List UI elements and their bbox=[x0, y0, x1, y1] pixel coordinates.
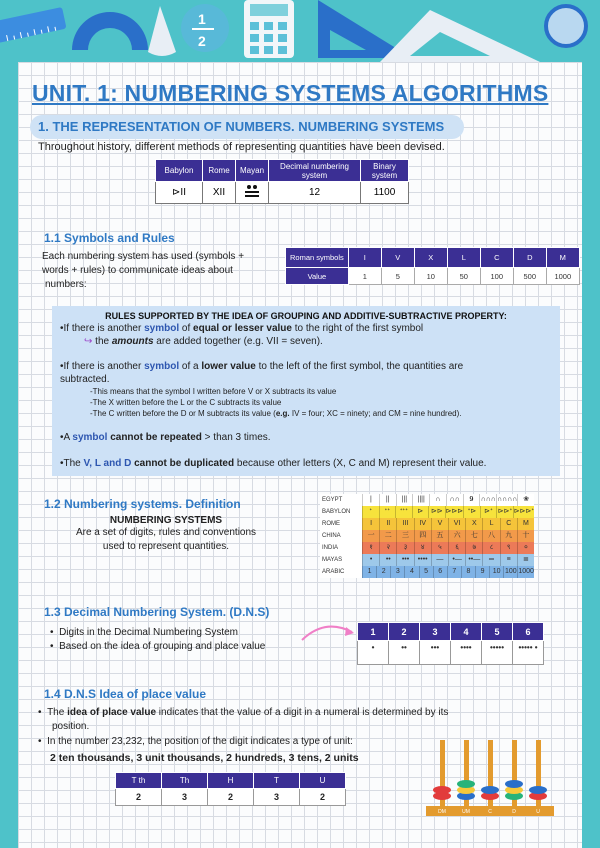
triangle-ruler-icon bbox=[380, 10, 540, 62]
definition-block bbox=[48, 515, 284, 554]
svg-text:1: 1 bbox=[198, 11, 206, 27]
system-glyph: ३ bbox=[396, 542, 413, 554]
numbering-system-row bbox=[320, 554, 534, 566]
system-glyph: ᐩᐩ bbox=[379, 506, 396, 518]
roman-symbol: M bbox=[546, 248, 579, 268]
system-glyph: 8 bbox=[461, 566, 475, 578]
definition-title: NUMBERING SYSTEMS bbox=[109, 515, 223, 526]
system-glyph: 八 bbox=[482, 530, 499, 542]
rule-2-continued: subtracted. bbox=[60, 374, 110, 385]
table-header: Binary system bbox=[361, 160, 409, 182]
fraction-icon bbox=[181, 4, 229, 52]
roman-symbol: L bbox=[447, 248, 480, 268]
abacus-label: DM bbox=[438, 809, 446, 815]
system-glyph: ⊳⊳ bbox=[428, 506, 445, 518]
system-glyph: 六 bbox=[448, 530, 465, 542]
system-glyph: ० bbox=[517, 542, 534, 554]
system-glyph: 4 bbox=[404, 566, 418, 578]
system-name: INDIA bbox=[320, 542, 362, 554]
system-glyph: ⊳⊳⊳ bbox=[445, 506, 464, 518]
system-glyph: •••• bbox=[414, 554, 431, 566]
system-glyph: 四 bbox=[414, 530, 431, 542]
system-glyph: 9 bbox=[475, 566, 489, 578]
system-glyph: ⊳ bbox=[412, 506, 429, 518]
ruler-icon bbox=[0, 7, 67, 43]
numbering-system-row bbox=[320, 506, 534, 518]
roman-value: 5 bbox=[381, 268, 414, 285]
system-name: EGYPT bbox=[320, 494, 362, 506]
place-value-table bbox=[115, 772, 346, 806]
system-glyph: ||| bbox=[396, 494, 413, 506]
roman-symbol: X bbox=[414, 248, 447, 268]
system-glyph: ⊳ᐩ bbox=[480, 506, 497, 518]
system-glyph: ४ bbox=[414, 542, 431, 554]
bullet-item: • The idea of place value indicates that the value of a digit in a numeral is determined by its bbox=[38, 707, 449, 718]
system-glyph: 𝟗 bbox=[463, 494, 480, 506]
system-glyphs bbox=[362, 518, 534, 530]
place-header: Th bbox=[162, 773, 208, 789]
roman-value: 1000 bbox=[546, 268, 579, 285]
rule-3-line: •A symbol cannot be repeated > than 3 times. bbox=[60, 432, 271, 443]
rule-1-result: ↪ the amounts are added together (e.g. VII = seven). bbox=[84, 336, 323, 347]
digit-header: 5 bbox=[482, 623, 513, 641]
roman-symbol: V bbox=[381, 248, 414, 268]
rule-4-line: •The V, L and D cannot be duplicated because other letters (X, C and M) represent their value. bbox=[60, 458, 487, 469]
systems-comparison-table bbox=[155, 159, 409, 204]
system-glyph: 三 bbox=[396, 530, 413, 542]
abacus-illustration bbox=[422, 734, 558, 820]
rule-2-detail: -The C written before the D or M subtracts its value (e.g. IV = four; XC = ninety; and CM = nine hundred). bbox=[90, 409, 462, 418]
roman-symbols-table bbox=[285, 247, 580, 285]
header-decoration bbox=[0, 0, 600, 62]
dots-cell: ••• bbox=[420, 641, 451, 665]
system-glyph: M bbox=[517, 518, 534, 530]
system-glyph: 2 bbox=[376, 566, 390, 578]
system-glyphs bbox=[362, 506, 534, 518]
system-glyph: ᐩ bbox=[362, 506, 379, 518]
digit-header: 6 bbox=[513, 623, 544, 641]
place-digit: 2 bbox=[116, 789, 162, 806]
text-line: words + rules) to communicate ideas about bbox=[42, 265, 233, 276]
text-line: numbers: bbox=[45, 279, 87, 290]
abacus-label: D bbox=[512, 809, 516, 815]
rule-2-detail: -The X written before the L or the C subtracts its value bbox=[90, 398, 282, 407]
rule-2-line: •If there is another symbol of a lower value to the left of the first symbol, the quantities are bbox=[60, 361, 464, 372]
section-1-1-heading: 1.1 Symbols and Rules bbox=[44, 231, 175, 245]
place-digit: 2 bbox=[208, 789, 254, 806]
system-glyph: 3 bbox=[390, 566, 404, 578]
roman-value: 50 bbox=[447, 268, 480, 285]
pointer-arrow-icon bbox=[300, 622, 358, 646]
system-glyph: 九 bbox=[500, 530, 517, 542]
definition-line: Are a set of digits, rules and conventions bbox=[75, 527, 257, 538]
numbering-system-row bbox=[320, 542, 534, 554]
system-glyph: L bbox=[482, 518, 499, 530]
place-digit: 3 bbox=[254, 789, 300, 806]
numbering-system-row bbox=[320, 566, 534, 578]
system-glyph: ≡ bbox=[500, 554, 517, 566]
roman-value: 500 bbox=[513, 268, 546, 285]
system-glyph: ≣ bbox=[517, 554, 534, 566]
system-glyph: ७ bbox=[465, 542, 482, 554]
system-glyph: 五 bbox=[431, 530, 448, 542]
system-glyph: III bbox=[396, 518, 413, 530]
system-glyph: 6 bbox=[433, 566, 447, 578]
system-glyph: 1000 bbox=[517, 566, 534, 578]
system-name: MAYAS bbox=[320, 554, 362, 566]
system-glyphs bbox=[362, 566, 534, 578]
system-glyph: | bbox=[362, 494, 379, 506]
dots-cell: •• bbox=[389, 641, 420, 665]
abacus-label: UM bbox=[462, 809, 470, 815]
system-glyph: V bbox=[431, 518, 448, 530]
place-header: T th bbox=[116, 773, 162, 789]
rules-heading: RULES SUPPORTED BY THE IDEA OF GROUPING AND ADDITIVE-SUBTRACTIVE PROPERTY: bbox=[105, 311, 507, 321]
system-glyph: 1 bbox=[362, 566, 376, 578]
roman-value: 100 bbox=[480, 268, 513, 285]
system-glyph: — bbox=[431, 554, 448, 566]
system-glyph: ∩ bbox=[429, 494, 446, 506]
digit-header: 3 bbox=[420, 623, 451, 641]
system-glyph: ❀ bbox=[517, 494, 534, 506]
table-header: Decimal numbering system bbox=[269, 160, 361, 182]
system-glyph: •• bbox=[379, 554, 396, 566]
system-glyphs bbox=[362, 542, 534, 554]
roman-symbol: C bbox=[480, 248, 513, 268]
system-glyph: ᐩᐩᐩ bbox=[395, 506, 412, 518]
table-cell: XII bbox=[203, 182, 236, 204]
system-glyph: 10 bbox=[489, 566, 503, 578]
place-digit: 3 bbox=[162, 789, 208, 806]
place-header: U bbox=[300, 773, 346, 789]
cone-icon bbox=[148, 6, 176, 56]
definition-line: used to represent quantities. bbox=[102, 541, 230, 552]
numbering-system-row bbox=[320, 494, 534, 506]
system-glyphs bbox=[362, 494, 534, 506]
roman-value: 1 bbox=[348, 268, 381, 285]
system-glyphs bbox=[362, 530, 534, 542]
table-cell: 12 bbox=[269, 182, 361, 204]
dots-cell: •••• bbox=[451, 641, 482, 665]
place-value-example: 2 ten thousands, 3 unit thousands, 2 hundreds, 3 tens, 2 units bbox=[50, 752, 359, 764]
system-glyph: • bbox=[362, 554, 379, 566]
section-1-4-heading: 1.4 D.N.S Idea of place value bbox=[44, 687, 207, 701]
text-line: Each numbering system has used (symbols + bbox=[42, 251, 245, 262]
rule-1-line: •If there is another symbol of equal or lesser value to the right of the first symbol bbox=[60, 323, 424, 334]
system-glyphs bbox=[362, 554, 534, 566]
dots-cell: ••••• • bbox=[513, 641, 544, 665]
calculator-icon bbox=[244, 0, 294, 58]
bullet-item: • Based on the idea of grouping and place value bbox=[50, 641, 266, 652]
numbering-system-row bbox=[320, 530, 534, 542]
system-glyph: 十 bbox=[517, 530, 534, 542]
table-cell: ⊳II bbox=[156, 182, 203, 204]
system-glyph: ═ bbox=[482, 554, 499, 566]
system-glyph: 7 bbox=[447, 566, 461, 578]
roman-value: 10 bbox=[414, 268, 447, 285]
system-glyph: ⊳⊳⊳ᐩ bbox=[513, 506, 534, 518]
dots-cell: ••••• bbox=[482, 641, 513, 665]
system-glyph: 5 bbox=[419, 566, 433, 578]
roman-symbol: D bbox=[513, 248, 546, 268]
section-1-intro: Throughout history, different methods of representing quantities have been devised. bbox=[38, 141, 445, 153]
table-header: Babylon bbox=[156, 160, 203, 182]
page-title: UNIT. 1: NUMBERING SYSTEMS ALGORITHMS bbox=[32, 80, 549, 106]
dots-cell: • bbox=[358, 641, 389, 665]
dots-table bbox=[357, 622, 544, 665]
magnifier-icon bbox=[546, 6, 586, 46]
system-glyph: ५ bbox=[431, 542, 448, 554]
table-header: Mayan bbox=[236, 160, 269, 182]
mayan-twelve-glyph bbox=[236, 182, 269, 204]
system-glyph: ••• bbox=[396, 554, 413, 566]
digit-header: 1 bbox=[358, 623, 389, 641]
system-glyph: ∩∩∩ bbox=[479, 494, 496, 506]
section-1-heading: 1. THE REPRESENTATION OF NUMBERS. NUMBERING SYSTEMS bbox=[30, 115, 464, 139]
system-name: BABYLON bbox=[320, 506, 362, 518]
numbering-systems-chart bbox=[320, 494, 534, 578]
system-glyph: ∩∩ bbox=[446, 494, 463, 506]
rule-2-detail: -This means that the symbol I written before V or X subtracts its value bbox=[90, 387, 337, 396]
table-cell: 1100 bbox=[361, 182, 409, 204]
arrow-icon: ↪ bbox=[84, 336, 93, 347]
system-glyph: •— bbox=[448, 554, 465, 566]
system-name: ROME bbox=[320, 518, 362, 530]
place-header: T bbox=[254, 773, 300, 789]
svg-text:2: 2 bbox=[198, 33, 206, 49]
system-glyph: 二 bbox=[379, 530, 396, 542]
numbering-system-row bbox=[320, 518, 534, 530]
section-1-1-text bbox=[42, 250, 244, 292]
bullet-item: • In the number 23,232, the position of the digit indicates a type of unit: bbox=[38, 736, 353, 747]
digit-header: 4 bbox=[451, 623, 482, 641]
rules-box bbox=[52, 306, 560, 476]
table-header: Roman symbols bbox=[286, 248, 349, 268]
system-glyph: ••— bbox=[465, 554, 482, 566]
system-glyph: ᐩ⊳ bbox=[463, 506, 480, 518]
system-glyph: |||| bbox=[412, 494, 429, 506]
system-name: ARABIC bbox=[320, 566, 362, 578]
system-glyph: ६ bbox=[448, 542, 465, 554]
system-glyph: १ bbox=[362, 542, 379, 554]
system-glyph: 七 bbox=[465, 530, 482, 542]
table-cell: Value bbox=[286, 268, 349, 285]
system-name: CHINA bbox=[320, 530, 362, 542]
system-glyph: VI bbox=[448, 518, 465, 530]
place-digit: 2 bbox=[300, 789, 346, 806]
system-glyph: X bbox=[465, 518, 482, 530]
system-glyph: ∩∩∩∩ bbox=[496, 494, 517, 506]
place-header: H bbox=[208, 773, 254, 789]
section-1-3-heading: 1.3 Decimal Numbering System. (D.N.S) bbox=[44, 605, 270, 619]
section-1-2-heading: 1.2 Numbering systems. Definition bbox=[44, 497, 241, 511]
system-glyph: 100 bbox=[503, 566, 517, 578]
abacus-label: U bbox=[536, 809, 540, 815]
roman-symbol: I bbox=[348, 248, 381, 268]
bullet-item: • Digits in the Decimal Numbering System bbox=[50, 627, 239, 638]
system-glyph: I bbox=[362, 518, 379, 530]
system-glyph: || bbox=[379, 494, 396, 506]
system-glyph: II bbox=[379, 518, 396, 530]
system-glyph: IV bbox=[414, 518, 431, 530]
system-glyph: २ bbox=[379, 542, 396, 554]
system-glyph: C bbox=[500, 518, 517, 530]
bullet-continued: position. bbox=[52, 721, 90, 732]
system-glyph: ८ bbox=[482, 542, 499, 554]
abacus-label: C bbox=[488, 809, 492, 815]
system-glyph: ९ bbox=[500, 542, 517, 554]
digit-header: 2 bbox=[389, 623, 420, 641]
table-header: Rome bbox=[203, 160, 236, 182]
system-glyph: ⊳⊳ᐩ bbox=[496, 506, 513, 518]
system-glyph: 一 bbox=[362, 530, 379, 542]
